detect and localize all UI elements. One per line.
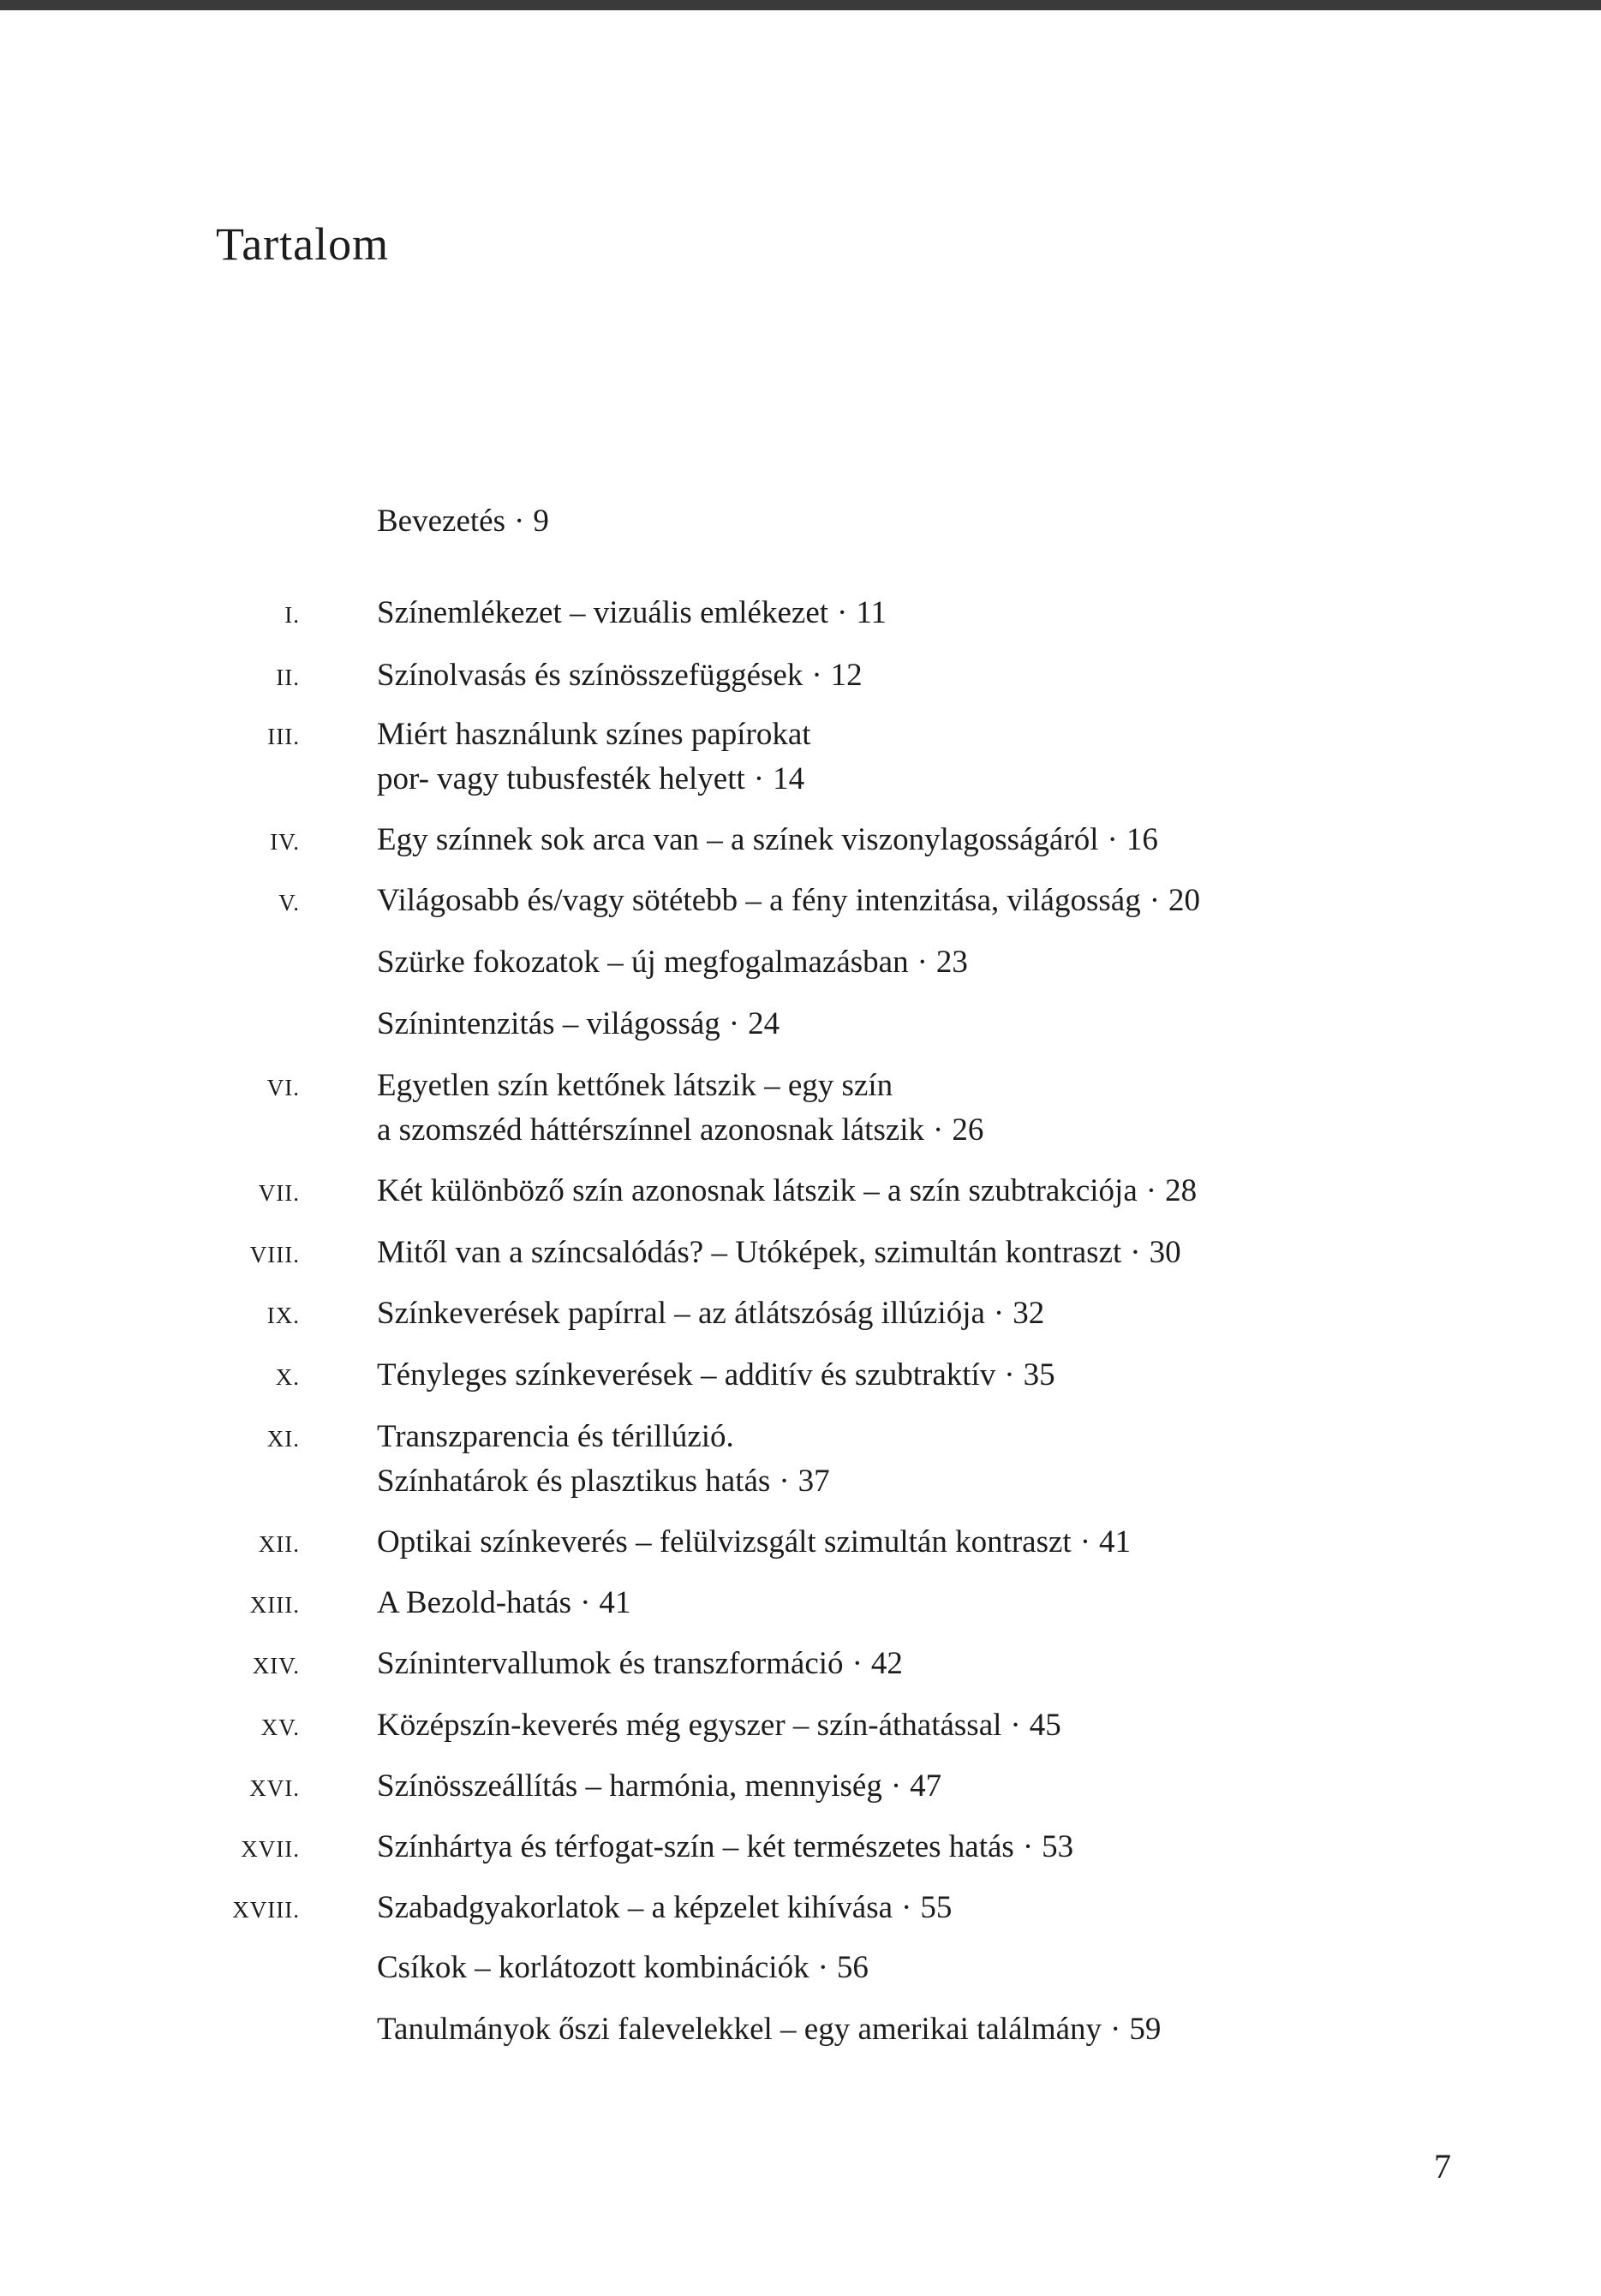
toc-separator: · — [728, 1006, 740, 1041]
toc-separator: · — [1010, 1708, 1021, 1743]
toc-entry-number: XII. — [258, 1531, 300, 1557]
toc-entry-page: 41 — [599, 1585, 631, 1620]
toc-entry-title: Színhártya és térfogat-szín – két természetes hatás — [377, 1829, 1014, 1864]
toc-entry-page: 45 — [1029, 1708, 1061, 1743]
toc-separator: · — [901, 1890, 912, 1925]
toc-entry-text — [377, 1353, 1055, 1398]
toc-separator: · — [811, 658, 822, 693]
toc-entry-line — [377, 1231, 1181, 1275]
toc-entry-page: 42 — [870, 1646, 903, 1681]
toc-entry-number: XV. — [260, 1715, 300, 1740]
toc-entry-line — [377, 1764, 941, 1809]
toc-entry-number: XVIII. — [232, 1897, 300, 1923]
toc-entry-text — [377, 1231, 1181, 1275]
toc-entry-line — [377, 1946, 869, 1990]
toc-entry-number: IX. — [266, 1303, 300, 1328]
toc-entry-line — [377, 1169, 1197, 1214]
toc-entry-line — [377, 1064, 983, 1108]
toc-entry-page: 16 — [1126, 822, 1158, 857]
toc-entry-title: Szabadgyakorlatok – a képzelet kihívása — [377, 1890, 893, 1925]
toc-entry-page: 28 — [1165, 1173, 1198, 1208]
toc-entry-number: XIII. — [249, 1592, 300, 1618]
toc-entry-title: Középszín-keverés még egyszer – szín-áthatással — [377, 1708, 1002, 1743]
toc-entry-page: 23 — [935, 945, 968, 980]
toc-entry-page: 53 — [1042, 1829, 1074, 1864]
toc-entry-line — [377, 1703, 1061, 1748]
toc-entry-title: Optikai színkeverés – felülvizsgált szimultán kontraszt — [377, 1524, 1072, 1559]
page-title: Tartalom — [216, 218, 390, 270]
toc-entry-title: por- vagy tubusfesték helyett — [377, 761, 745, 796]
toc-separator: · — [753, 761, 765, 796]
toc-entry-page: 47 — [910, 1768, 942, 1804]
toc-separator: · — [580, 1585, 591, 1620]
toc-entry-page: 26 — [952, 1112, 984, 1148]
toc-entry-text — [377, 1764, 941, 1809]
toc-entry-line — [377, 1415, 830, 1459]
toc-entry-number: VIII. — [249, 1242, 300, 1267]
toc-entry-number: II. — [276, 665, 300, 690]
toc-entry-text — [377, 1946, 869, 1990]
toc-entry-title: a szomszéd háttérszínnel azonosnak látszik — [377, 1112, 925, 1148]
toc-separator: · — [890, 1768, 902, 1804]
toc-entry-number: VII. — [258, 1180, 300, 1206]
toc-separator: · — [1079, 1524, 1091, 1559]
toc-entry-line — [377, 1886, 952, 1930]
toc-entry-title: Miért használunk színes papírokat — [377, 717, 811, 752]
toc-entry-page: 37 — [798, 1464, 830, 1499]
toc-entry-line — [377, 818, 1158, 862]
toc-separator: · — [837, 595, 848, 630]
toc-entry-line — [377, 879, 1200, 923]
toc-entry-title: Egy színnek sok arca van – a színek viszonylagosságáról — [377, 822, 1099, 857]
toc-separator: · — [917, 945, 928, 980]
toc-entry-number: XI. — [266, 1426, 300, 1452]
toc-entry-text — [377, 1886, 952, 1930]
toc-separator: · — [851, 1646, 863, 1681]
toc-entry-text — [377, 1581, 630, 1625]
toc-entry-title: Szürke fokozatok – új megfogalmazásban — [377, 945, 909, 980]
toc-entry-page: 35 — [1023, 1357, 1055, 1393]
toc-entry-title: Tanulmányok őszi falevelekkel – egy amerikai találmány — [377, 2012, 1102, 2047]
toc-entry-number: XVII. — [241, 1836, 300, 1862]
toc-entry-title: Színolvasás és színösszefüggések — [377, 658, 803, 693]
toc-entry-line — [377, 757, 811, 802]
toc-entry-page: 14 — [773, 761, 805, 796]
toc-entry-title: Két különböző szín azonosnak látszik – a szín szubtrakciója — [377, 1173, 1138, 1208]
toc-entry-title: Színösszeállítás – harmónia, mennyiség — [377, 1768, 882, 1804]
toc-entry-page: 11 — [856, 595, 887, 630]
toc-separator: · — [513, 504, 525, 539]
toc-entry-text — [377, 1703, 1061, 1748]
toc-entry-line — [377, 2007, 1161, 2052]
toc-entry-number: V. — [278, 890, 300, 915]
toc-separator: · — [1022, 1829, 1034, 1864]
toc-separator: · — [1149, 883, 1161, 918]
toc-separator: · — [1145, 1173, 1157, 1208]
toc-entry-title: Világosabb és/vagy sötétebb – a fény intenzitása, világosság — [377, 883, 1141, 918]
toc-entry-number: IV. — [270, 829, 300, 855]
toc-entry-title: Tényleges színkeverések – additív és szubtraktív — [377, 1357, 996, 1393]
toc-entry-page: 9 — [533, 504, 549, 539]
toc-entry-line — [377, 1581, 630, 1625]
toc-entry-text — [377, 1642, 903, 1686]
toc-separator: · — [1110, 2012, 1121, 2047]
toc-entry-title: Színintervallumok és transzformáció — [377, 1646, 844, 1681]
toc-entry-number: XVI. — [249, 1775, 300, 1801]
toc-entry-number: XIV. — [252, 1653, 300, 1679]
toc-entry-text — [377, 713, 811, 802]
toc-separator: · — [933, 1112, 944, 1148]
toc-entry-line — [377, 1459, 830, 1504]
toc-entry-title: Transzparencia és térillúzió. — [377, 1419, 734, 1454]
toc-separator: · — [817, 1950, 828, 1985]
toc-entry-text — [377, 1064, 983, 1153]
toc-entry-page: 55 — [920, 1890, 953, 1925]
toc-entry-text — [377, 879, 1200, 923]
toc-entry-page: 41 — [1099, 1524, 1132, 1559]
toc-entry-text — [377, 940, 968, 985]
toc-entry-title: A Bezold-hatás — [377, 1585, 572, 1620]
toc-separator: · — [1130, 1235, 1141, 1270]
toc-intro-entry[interactable] — [377, 500, 549, 543]
toc-entry-page: 59 — [1129, 2012, 1162, 2047]
toc-entry-title: Színemlékezet – vizuális emlékezet — [377, 595, 829, 630]
toc-entry-text — [377, 818, 1158, 862]
toc-entry-title: Mitől van a színcsalódás? – Utóképek, szimultán kontraszt — [377, 1235, 1122, 1270]
toc-separator: · — [1004, 1357, 1015, 1393]
toc-entry-line — [377, 1291, 1044, 1336]
toc-entry-page: 24 — [748, 1006, 780, 1041]
toc-entry-text — [377, 2007, 1161, 2052]
toc-entry-line — [377, 1825, 1073, 1870]
toc-entry-page: 30 — [1149, 1235, 1181, 1270]
toc-entry-page: 20 — [1168, 883, 1201, 918]
toc-entry-text — [377, 653, 863, 698]
toc-entry-title: Egyetlen szín kettőnek látszik – egy szín — [377, 1068, 893, 1103]
toc-entry-number: III. — [267, 724, 300, 749]
toc-entry-title: Csíkok – korlátozott kombinációk — [377, 1950, 809, 1985]
toc-entry-text — [377, 1169, 1197, 1214]
toc-entry-number: I. — [284, 602, 300, 628]
scan-top-edge — [0, 0, 1601, 10]
toc-entry-line — [377, 1353, 1055, 1398]
toc-entry-text — [377, 1520, 1131, 1565]
toc-entry-line — [377, 1002, 780, 1047]
toc-entry-number: X. — [275, 1364, 300, 1390]
toc-entry-title: Színhatárok és plasztikus hatás — [377, 1464, 771, 1499]
page-number: 7 — [1434, 2147, 1451, 2186]
toc-entry-line — [377, 591, 887, 635]
toc-entry-line — [377, 713, 811, 757]
toc-separator: · — [779, 1464, 790, 1499]
toc-entry-line — [377, 1108, 983, 1153]
toc-entry-page: 56 — [836, 1950, 869, 1985]
toc-entry-title: Bevezetés — [377, 504, 505, 539]
toc-separator: · — [993, 1296, 1005, 1331]
toc-entry-page: 12 — [830, 658, 863, 693]
toc-entry-line — [377, 653, 863, 698]
toc-entry-title: Színkeverések papírral – az átlátszóság illúziója — [377, 1296, 985, 1331]
toc-entry-text — [377, 1291, 1044, 1336]
toc-entry-title: Színintenzitás – világosság — [377, 1006, 720, 1041]
toc-entry-number: VI. — [266, 1075, 300, 1100]
toc-entry-text — [377, 1415, 830, 1504]
toc-entry-page: 32 — [1013, 1296, 1045, 1331]
toc-entry-line — [377, 940, 968, 985]
toc-entry-text — [377, 1002, 780, 1047]
toc-entry-line — [377, 1520, 1131, 1565]
toc-separator: · — [1107, 822, 1118, 857]
toc-entry-text — [377, 1825, 1073, 1870]
toc-entry-line — [377, 1642, 903, 1686]
toc-entry-text — [377, 591, 887, 635]
